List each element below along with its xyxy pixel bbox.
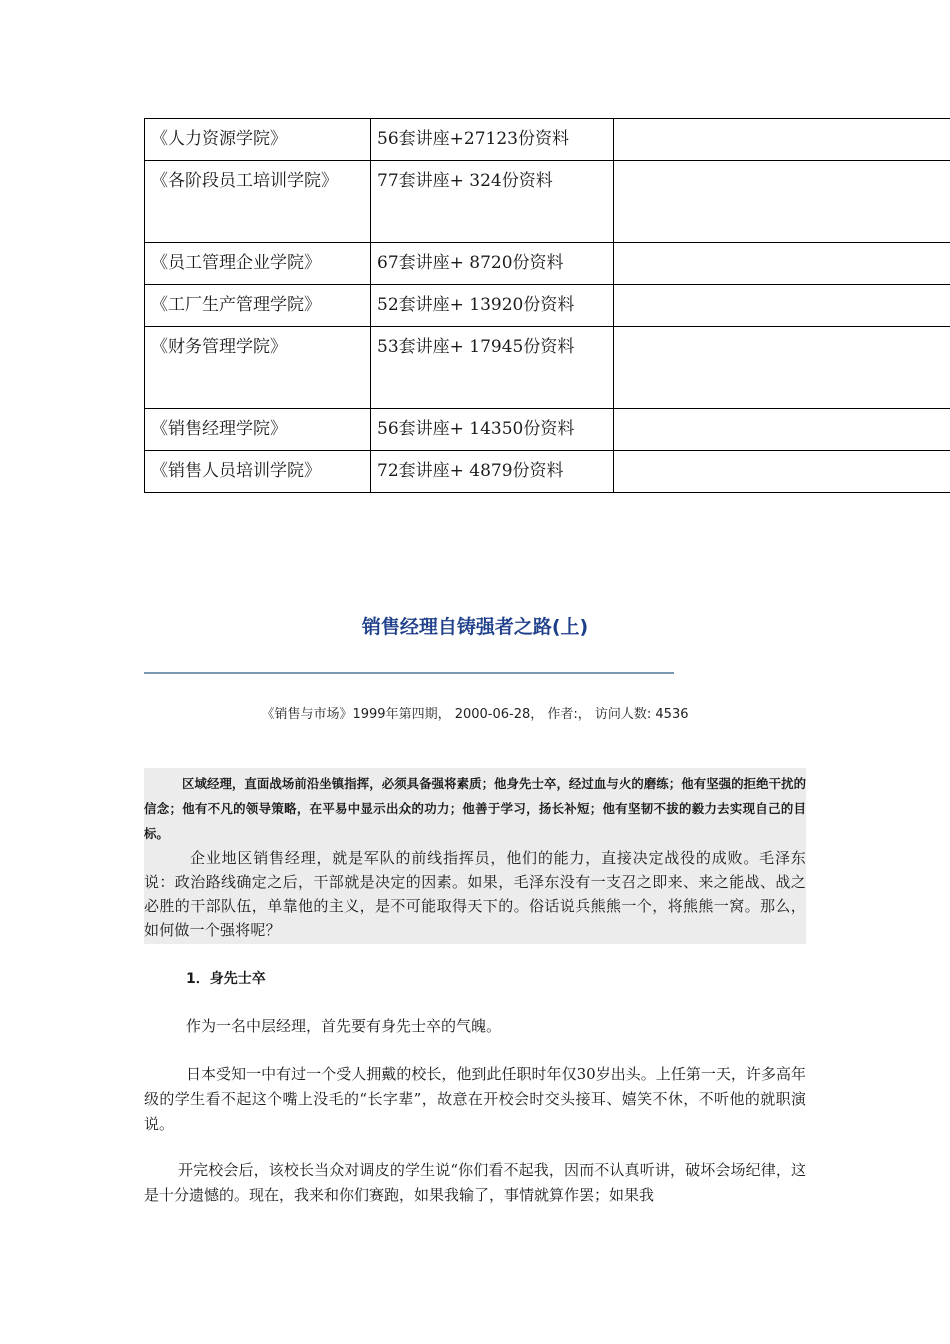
summary-box bbox=[144, 768, 806, 944]
table-row bbox=[145, 285, 950, 327]
table-row bbox=[145, 409, 950, 451]
table-row bbox=[145, 327, 950, 409]
course-detail: 56套讲座+ 14350份资料 bbox=[371, 409, 614, 451]
course-extra bbox=[614, 409, 950, 451]
course-table bbox=[144, 118, 950, 493]
section-heading: 1．身先士卒 bbox=[186, 971, 266, 987]
course-detail: 52套讲座+ 13920份资料 bbox=[371, 285, 614, 327]
intro-paragraph: 企业地区销售经理，就是军队的前线指挥员，他们的能力，直接决定战役的成败。毛泽东说：政治路线确定之后，干部就是决定的因素。如果，毛泽东没有一支召之即来、来之能战、战之必胜的干部队伍，单靠他的主义，是不可能取得天下的。俗话说兵熊熊一个，将熊熊一窝。那么，如何做一个强将呢？ bbox=[144, 849, 806, 939]
course-name: 《销售经理学院》 bbox=[145, 409, 371, 451]
title-divider bbox=[144, 672, 674, 674]
course-name: 《工厂生产管理学院》 bbox=[145, 285, 371, 327]
course-name: 《财务管理学院》 bbox=[145, 327, 371, 409]
article-meta: 《销售与市场》1999年第四期， 2000-06-28， 作者:， 访问人数: 4536 bbox=[261, 707, 689, 722]
course-name: 《销售人员培训学院》 bbox=[145, 451, 371, 493]
course-detail: 77套讲座+ 324份资料 bbox=[371, 161, 614, 243]
course-detail: 67套讲座+ 8720份资料 bbox=[371, 243, 614, 285]
article-title: 销售经理自铸强者之路(上) bbox=[361, 616, 589, 638]
lead-paragraph: 区域经理，直面战场前沿坐镇指挥，必须具备强将素质；他身先士卒，经过血与火的磨练；他有坚强的拒绝干扰的信念；他有不凡的领导策略，在平易中显示出众的功力；他善于学习，扬长补短；他有坚韧不拔的毅力去实现自己的目标。 bbox=[144, 776, 806, 841]
course-extra bbox=[614, 119, 950, 161]
table-row bbox=[145, 161, 950, 243]
course-extra bbox=[614, 285, 950, 327]
table-row bbox=[145, 119, 950, 161]
body-paragraph-2: 日本受知一中有过一个受人拥戴的校长，他到此任职时年仅30岁出头。上任第一天，许多高年级的学生看不起这个嘴上没毛的“长字辈”，故意在开校会时交头接耳、嬉笑不休，不听他的就职演说。 bbox=[144, 1065, 806, 1133]
table-row bbox=[145, 243, 950, 285]
body-paragraph-1: 作为一名中层经理，首先要有身先士卒的气魄。 bbox=[186, 1017, 502, 1035]
course-detail: 72套讲座+ 4879份资料 bbox=[371, 451, 614, 493]
course-name: 《人力资源学院》 bbox=[145, 119, 371, 161]
course-extra bbox=[614, 161, 950, 243]
course-extra bbox=[614, 327, 950, 409]
course-extra bbox=[614, 243, 950, 285]
course-detail: 53套讲座+ 17945份资料 bbox=[371, 327, 614, 409]
body-paragraph-3: 开完校会后，该校长当众对调皮的学生说“你们看不起我，因而不认真听讲，破坏会场纪律，这是十分遗憾的。现在，我来和你们赛跑，如果我输了，事情就算作罢；如果我 bbox=[144, 1161, 806, 1204]
course-detail: 56套讲座+27123份资料 bbox=[371, 119, 614, 161]
course-name: 《员工管理企业学院》 bbox=[145, 243, 371, 285]
course-extra bbox=[614, 451, 950, 493]
table-row bbox=[145, 451, 950, 493]
course-name: 《各阶段员工培训学院》 bbox=[145, 161, 371, 243]
